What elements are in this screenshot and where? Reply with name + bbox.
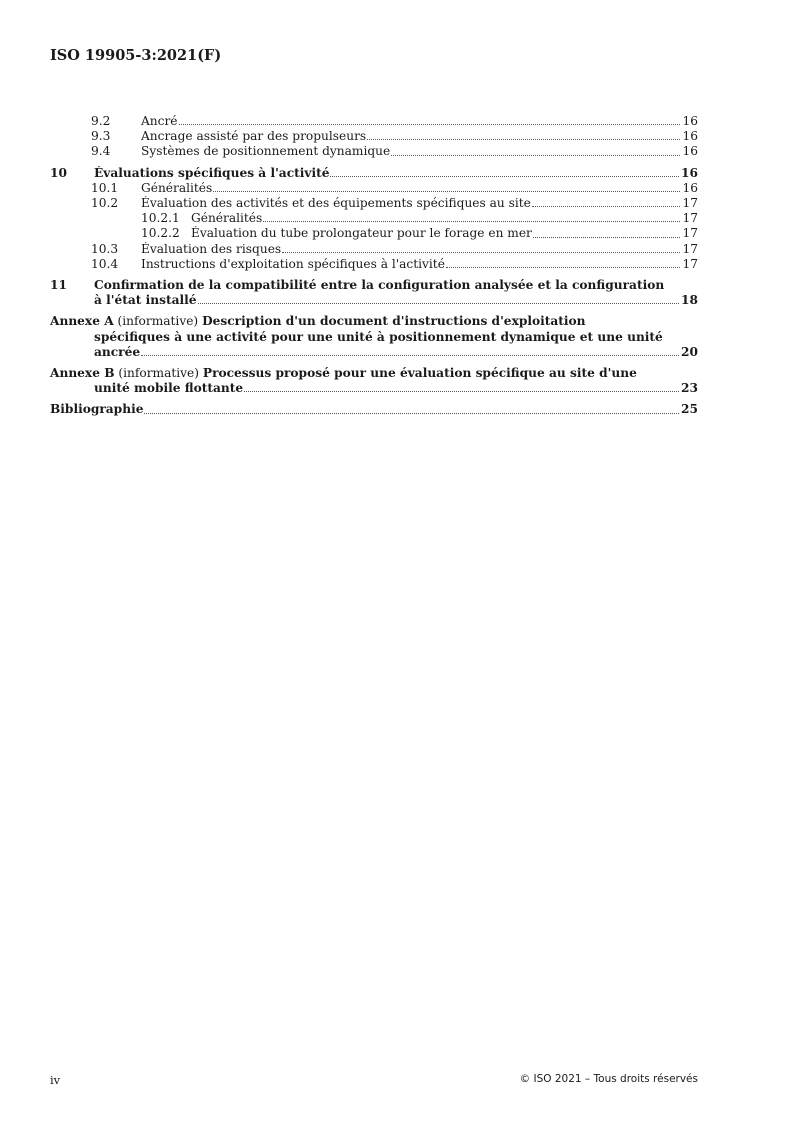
toc-entry-10-2-1[interactable] bbox=[50, 211, 698, 226]
table-of-contents bbox=[50, 114, 698, 418]
toc-title: Bibliographie bbox=[50, 402, 144, 417]
footer-page-number: iv bbox=[50, 1073, 61, 1087]
annex-label: Annexe B bbox=[50, 366, 115, 381]
toc-title: Généralités bbox=[191, 211, 263, 226]
toc-title-line-1: Description d'un document d'instructions d'exploitation bbox=[202, 314, 586, 329]
toc-page-number: 17 bbox=[682, 211, 698, 226]
toc-number: 10.4 bbox=[91, 256, 119, 271]
toc-number: 10.2.2 bbox=[141, 226, 180, 241]
toc-title-line-1: Processus proposé pour une évaluation spécifique au site d'une bbox=[202, 366, 637, 381]
toc-page-number: 25 bbox=[681, 402, 698, 417]
toc-title-line-2: à l'état installé bbox=[94, 293, 197, 308]
toc-page-number: 23 bbox=[681, 381, 698, 396]
annex-type: (informative) bbox=[117, 314, 199, 329]
toc-page-number: 16 bbox=[681, 165, 698, 180]
toc-title: Ancré bbox=[141, 114, 178, 128]
toc-page-number: 17 bbox=[682, 226, 698, 241]
toc-number: 11 bbox=[50, 278, 67, 293]
toc-page-number: 16 bbox=[682, 180, 698, 195]
dot-leader bbox=[367, 139, 680, 140]
toc-title: Instructions d'exploitation spécifiques à l'activité bbox=[141, 256, 445, 271]
toc-number: 9.4 bbox=[91, 144, 111, 159]
toc-entry-10-2[interactable] bbox=[50, 196, 698, 211]
toc-number: 9.3 bbox=[91, 129, 111, 144]
toc-entry-10-2-2[interactable] bbox=[50, 226, 698, 241]
toc-page-number: 16 bbox=[682, 144, 698, 159]
toc-title: Ancrage assisté par des propulseurs bbox=[141, 129, 367, 144]
toc-entry-annex-b[interactable] bbox=[50, 366, 698, 396]
toc-page-number: 16 bbox=[682, 129, 698, 144]
toc-entry-9-3[interactable] bbox=[50, 129, 698, 144]
annex-type: (informative) bbox=[118, 366, 200, 381]
toc-number: 10.2.1 bbox=[141, 211, 180, 226]
dot-leader bbox=[198, 303, 679, 304]
toc-title: Évaluations spécifiques à l'activité bbox=[94, 165, 330, 180]
toc-entry-annex-a[interactable] bbox=[50, 314, 698, 360]
toc-title-line-2: spécifiques à une activité pour une unité à positionnement dynamique et une unité bbox=[94, 329, 663, 344]
toc-entry-10-3[interactable] bbox=[50, 242, 698, 257]
toc-page-number: 20 bbox=[681, 344, 698, 359]
dot-leader bbox=[141, 355, 679, 356]
toc-entry-10[interactable] bbox=[50, 166, 698, 181]
toc-page-number: 16 bbox=[682, 114, 698, 128]
toc-title: Évaluation des activités et des équipements spécifiques au site bbox=[141, 196, 531, 211]
toc-number: 10.1 bbox=[91, 180, 119, 195]
toc-page-number: 17 bbox=[682, 241, 698, 256]
dot-leader bbox=[179, 124, 681, 125]
document-id-header: ISO 19905-3:2021(F) bbox=[50, 47, 222, 64]
dot-leader bbox=[391, 155, 680, 156]
toc-entry-9-2[interactable] bbox=[50, 114, 698, 129]
toc-number: 10.3 bbox=[91, 241, 119, 256]
toc-number: 9.2 bbox=[91, 114, 111, 128]
toc-number: 10.2 bbox=[91, 196, 119, 211]
toc-title: Systèmes de positionnement dynamique bbox=[141, 144, 391, 159]
dot-leader bbox=[213, 191, 680, 192]
dot-leader bbox=[532, 206, 681, 207]
toc-title-line-2: unité mobile flottante bbox=[94, 381, 244, 396]
toc-entry-9-4[interactable] bbox=[50, 144, 698, 159]
dot-leader bbox=[282, 252, 680, 253]
dot-leader bbox=[244, 391, 679, 392]
toc-title: Généralités bbox=[141, 180, 213, 195]
toc-entry-10-4[interactable] bbox=[50, 257, 698, 272]
dot-leader bbox=[533, 237, 681, 238]
toc-title: Évaluation du tube prolongateur pour le forage en mer bbox=[191, 226, 532, 241]
toc-number: 10 bbox=[50, 165, 67, 180]
toc-page-number: 17 bbox=[682, 196, 698, 211]
footer-copyright: © ISO 2021 – Tous droits réservés bbox=[519, 1073, 698, 1085]
toc-page-number: 18 bbox=[681, 293, 698, 308]
dot-leader bbox=[144, 413, 679, 414]
toc-entry-bibliography[interactable] bbox=[50, 402, 698, 417]
toc-entry-11[interactable] bbox=[50, 278, 698, 308]
toc-entry-10-1[interactable] bbox=[50, 181, 698, 196]
dot-leader bbox=[446, 267, 681, 268]
toc-page-number: 17 bbox=[682, 256, 698, 271]
annex-label: Annexe A bbox=[50, 314, 114, 329]
toc-title-line-3: ancrée bbox=[94, 344, 141, 359]
toc-title-line-1: Confirmation de la compatibilité entre la configuration analysée et la configuration bbox=[94, 278, 665, 293]
toc-title: Évaluation des risques bbox=[141, 241, 282, 256]
dot-leader bbox=[263, 221, 680, 222]
dot-leader bbox=[330, 176, 679, 177]
